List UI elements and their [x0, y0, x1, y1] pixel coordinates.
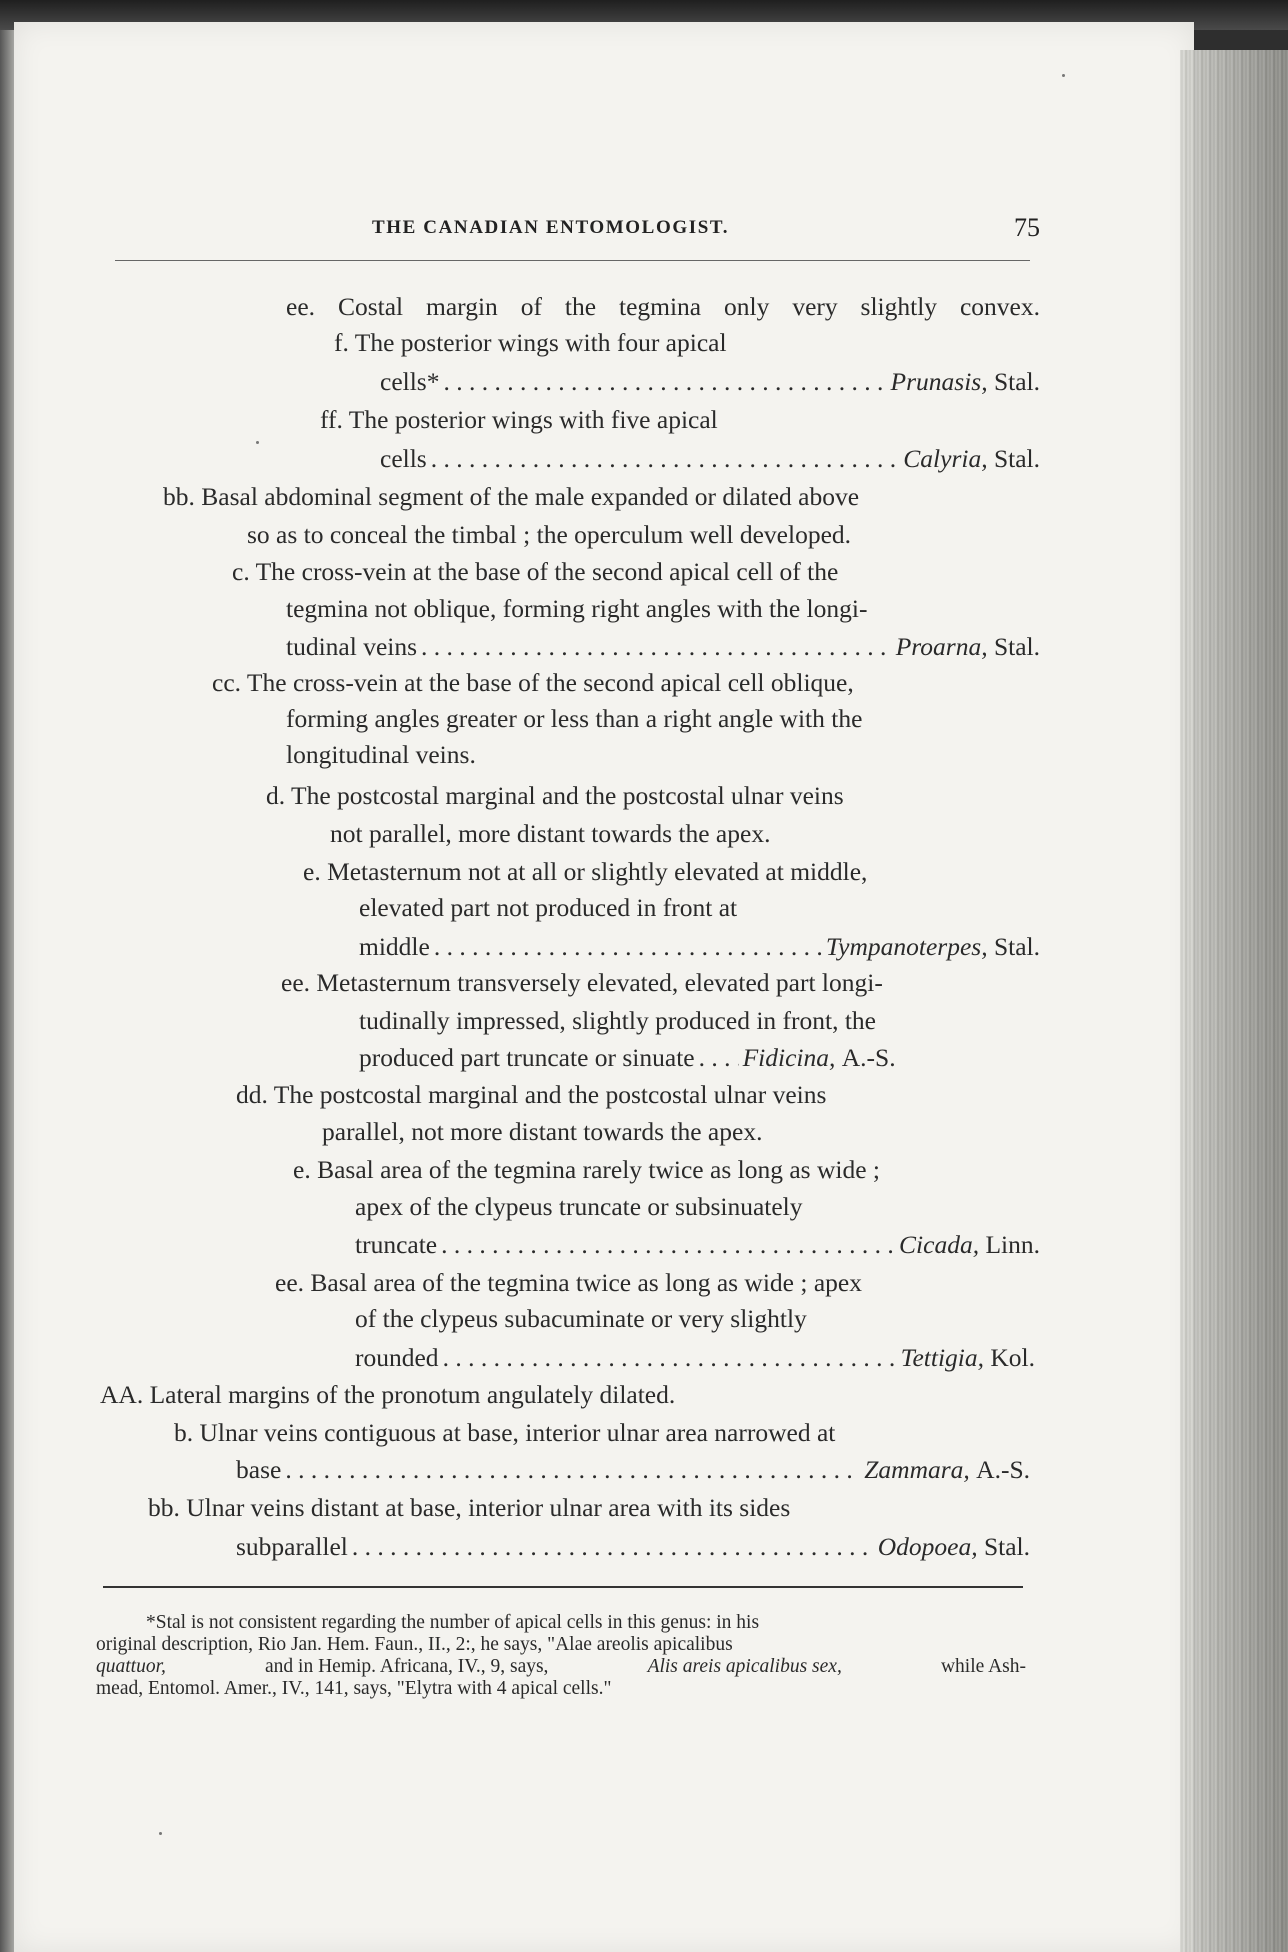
line-text: cells — [380, 444, 427, 473]
text-line: AA. Lateral margins of the pronotum angulately dilated. — [100, 1380, 676, 1409]
text-line: apex of the clypeus truncate or subsinuately — [355, 1192, 803, 1221]
dot-leader — [352, 1532, 874, 1562]
text-line: ff. The posterior wings with five apical — [320, 405, 718, 434]
text-line: d. The postcostal marginal and the postcostal ulnar veins — [266, 781, 844, 810]
text-line: cc. The cross-vein at the base of the second apical cell oblique, — [212, 668, 854, 697]
dot-leader — [443, 1343, 897, 1373]
text-line: dd. The postcostal marginal and the postcostal ulnar veins — [236, 1080, 827, 1109]
authority: Stal. — [993, 367, 1040, 396]
line-text: middle — [359, 932, 430, 961]
text-line: f. The posterior wings with four apical — [334, 328, 727, 357]
text-line: bb. Basal abdominal segment of the male expanded or dilated above — [163, 482, 860, 511]
text-line: tudinally impressed, slightly produced in front, the — [359, 1006, 876, 1035]
authority: Linn. — [985, 1230, 1040, 1259]
text-line: parallel, not more distant towards the apex. — [322, 1117, 763, 1146]
text-line: bb. Ulnar veins distant at base, interior ulnar area with its sides — [148, 1493, 791, 1522]
book-page-edges — [1180, 50, 1288, 1952]
genus-name: Tettigia, — [900, 1343, 984, 1372]
text-line — [236, 1532, 1030, 1562]
line-text: cells* — [380, 367, 440, 396]
text-line — [236, 1455, 1030, 1485]
text-line: e. Metasternum not at all or slightly elevated at middle, — [303, 857, 868, 886]
text-line — [380, 367, 1040, 397]
authority: Stal. — [993, 932, 1040, 961]
dot-leader — [431, 444, 900, 474]
word: the — [564, 292, 597, 321]
text-line — [359, 932, 1040, 962]
footnote-text: while Ash- — [940, 1656, 1026, 1677]
footnote-italic: quattuor, — [96, 1656, 166, 1677]
footnote-line: *Stal is not consistent regarding the number of apical cells in this genus: in his — [146, 1612, 760, 1633]
line-text: base — [236, 1455, 282, 1484]
text-line: ee. Basal area of the tegmina twice as long as wide ; apex — [275, 1268, 862, 1297]
footnote-line — [96, 1656, 1026, 1678]
genus-name: Fidicina, — [742, 1043, 836, 1072]
genus-name: Cicada, — [899, 1230, 980, 1259]
text-line — [286, 292, 1040, 322]
authority: A.-S. — [841, 1043, 896, 1072]
text-line — [286, 632, 1040, 662]
print-speck — [1062, 74, 1065, 77]
word: slightly — [860, 292, 938, 321]
word: ee. — [286, 292, 316, 321]
dot-leader — [443, 367, 886, 397]
header-rule — [115, 260, 1030, 261]
word: margin — [426, 292, 498, 321]
page-number: 75 — [1014, 213, 1040, 242]
word: only — [724, 292, 770, 321]
dot-leader — [441, 1230, 895, 1260]
line-text: rounded — [355, 1343, 439, 1372]
text-line: forming angles greater or less than a right angle with the — [286, 704, 863, 733]
authority: Stal. — [993, 444, 1040, 473]
word: Costal — [337, 292, 404, 321]
text-line: b. Ulnar veins contiguous at base, interior ulnar area narrowed at — [174, 1418, 836, 1447]
dot-leader — [434, 932, 822, 962]
genus-name: Calyria, — [903, 444, 988, 473]
dot-leader — [285, 1455, 860, 1485]
line-text: subparallel — [236, 1532, 348, 1561]
authority: Stal. — [993, 632, 1040, 661]
genus-name: Prunasis, — [890, 367, 988, 396]
word: convex. — [959, 292, 1040, 321]
print-speck — [159, 1832, 162, 1835]
text-line — [355, 1343, 1035, 1373]
genus-name: Odopoea, — [877, 1532, 978, 1561]
genus-name: Proarna, — [895, 632, 988, 661]
word: tegmina — [618, 292, 702, 321]
word: of — [520, 292, 542, 321]
text-line: c. The cross-vein at the base of the second apical cell of the — [232, 557, 839, 586]
footnote-text: and in Hemip. Africana, IV., 9, says, — [265, 1656, 549, 1677]
text-line: not parallel, more distant towards the apex. — [330, 819, 771, 848]
line-text: tudinal veins — [286, 632, 418, 661]
text-line: tegmina not oblique, forming right angles with the longi- — [286, 594, 868, 623]
text-line — [359, 1043, 1040, 1073]
text-line: ee. Metasternum transversely elevated, elevated part longi- — [281, 968, 883, 997]
footnote-rule — [103, 1586, 1023, 1588]
authority: A.-S. — [976, 1455, 1030, 1484]
authority: Kol. — [990, 1343, 1035, 1372]
genus-name: Tympanoterpes, — [825, 932, 988, 961]
authority: Stal. — [983, 1532, 1030, 1561]
line-text: produced part truncate or sinuate — [359, 1043, 695, 1072]
footnote-line: original description, Rio Jan. Hem. Faun., II., 2:, he says, "Alae areolis apicalibus — [96, 1634, 733, 1655]
text-line: of the clypeus subacuminate or very slightly — [355, 1304, 807, 1333]
word: very — [792, 292, 838, 321]
dot-leader — [421, 632, 892, 662]
footnote-italic: Alis areis apicalibus sex, — [647, 1656, 842, 1677]
genus-name: Zammara, — [864, 1455, 970, 1484]
print-speck — [256, 441, 259, 444]
text-line: so as to conceal the timbal ; the operculum well developed. — [247, 520, 852, 549]
footnote-line: mead, Entomol. Amer., IV., 141, says, "Elytra with 4 apical cells." — [96, 1678, 612, 1699]
line-text: truncate — [355, 1230, 438, 1259]
text-line — [355, 1230, 1040, 1260]
text-line: longitudinal veins. — [286, 740, 476, 769]
text-line: e. Basal area of the tegmina rarely twice as long as wide ; — [293, 1155, 880, 1184]
dot-leader — [699, 1043, 739, 1073]
running-title: THE CANADIAN ENTOMOLOGIST. — [372, 217, 730, 238]
text-line — [380, 444, 1040, 474]
text-line: elevated part not produced in front at — [359, 893, 738, 922]
